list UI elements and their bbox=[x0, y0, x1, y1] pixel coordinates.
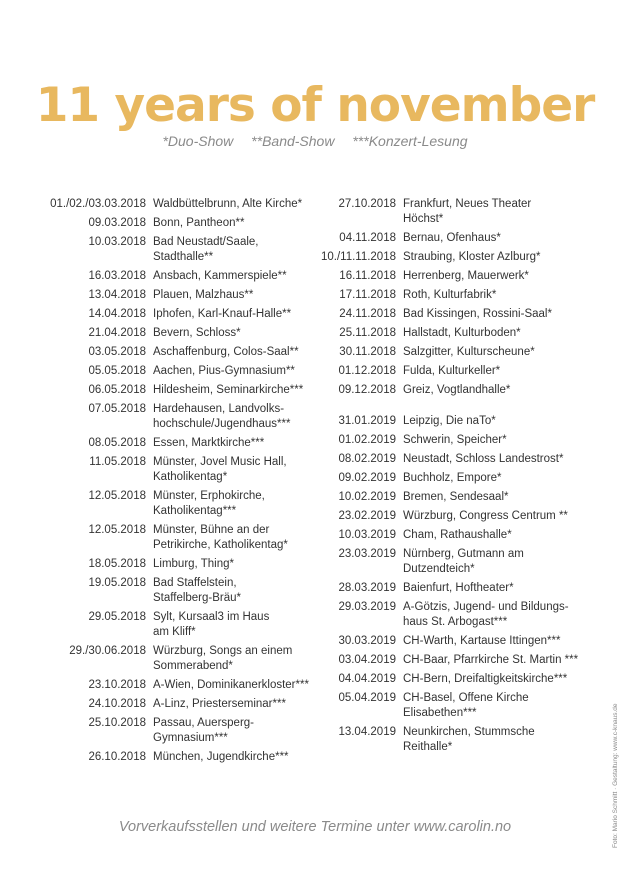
tour-venue bbox=[403, 433, 600, 448]
photo-design-credit: Foto: Mario Schmitt · Gestaltung: www.c-knaus.de bbox=[612, 703, 619, 848]
tour-venue bbox=[403, 634, 600, 649]
tour-venue-line: Greiz, Vogtlandhalle* bbox=[403, 384, 511, 396]
tour-venue bbox=[403, 326, 600, 341]
tour-venue bbox=[153, 364, 320, 379]
tour-venue-line: CH-Basel, Offene Kirche bbox=[403, 692, 529, 704]
tour-date-row bbox=[320, 364, 600, 379]
tour-venue bbox=[403, 197, 600, 227]
tour-venue-line: Petrikirche, Katholikentag* bbox=[153, 539, 288, 551]
tour-date-row bbox=[30, 697, 320, 712]
tour-venue bbox=[153, 197, 320, 212]
tour-venue-line: Dutzendteich* bbox=[403, 563, 475, 575]
tour-venue-line: Herrenberg, Mauerwerk* bbox=[403, 270, 529, 282]
tour-venue bbox=[153, 436, 320, 451]
tour-date-row bbox=[320, 326, 600, 341]
tour-venue bbox=[403, 509, 600, 524]
tour-venue-line: Bonn, Pantheon** bbox=[153, 217, 245, 229]
tour-date: 24.11.2018 bbox=[339, 308, 396, 320]
tour-date-row bbox=[30, 326, 320, 341]
tour-date-row bbox=[320, 634, 600, 649]
tour-date: 30.11.2018 bbox=[339, 346, 396, 358]
tour-date: 10.03.2019 bbox=[338, 529, 396, 541]
tour-venue-line: Limburg, Thing* bbox=[153, 558, 234, 570]
tour-venue-line: Münster, Erphokirche, bbox=[153, 490, 265, 502]
tour-venue bbox=[153, 326, 320, 341]
tour-date-row bbox=[320, 471, 600, 486]
tour-date-row bbox=[320, 383, 600, 398]
tour-venue-line: Straubing, Kloster Azlburg* bbox=[403, 251, 541, 263]
tour-date-row bbox=[30, 455, 320, 485]
tour-venue-line: Iphofen, Karl-Knauf-Halle** bbox=[153, 308, 292, 320]
tour-venue-line: Nürnberg, Gutmann am bbox=[403, 548, 524, 560]
tour-date-row bbox=[320, 547, 600, 577]
tour-venue bbox=[403, 383, 600, 398]
tour-venue-line: Baienfurt, Hoftheater* bbox=[403, 582, 514, 594]
tour-venue-line: Cham, Rathaushalle* bbox=[403, 529, 512, 541]
tour-venue-line: Münster, Jovel Music Hall, bbox=[153, 456, 287, 468]
presale-footer: Vorverkaufsstellen und weitere Termine unter www.carolin.no bbox=[118, 819, 512, 835]
tour-date: 06.05.2018 bbox=[88, 384, 146, 396]
tour-venue-line: München, Jugendkirche*** bbox=[153, 751, 289, 763]
tour-date: 08.05.2018 bbox=[88, 437, 146, 449]
tour-date: 29./30.06.2018 bbox=[69, 645, 146, 657]
tour-date-row bbox=[320, 725, 600, 755]
tour-venue bbox=[153, 345, 320, 360]
tour-date-row bbox=[320, 691, 600, 721]
tour-venue-line: Ansbach, Kammerspiele** bbox=[153, 270, 287, 282]
tour-date-row bbox=[320, 197, 600, 227]
tour-venue bbox=[153, 750, 320, 765]
tour-date: 16.03.2018 bbox=[88, 270, 146, 282]
tour-date: 10.03.2018 bbox=[88, 236, 146, 248]
tour-venue-line: hochschule/Jugendhaus*** bbox=[153, 418, 291, 430]
tour-date: 16.11.2018 bbox=[339, 270, 396, 282]
tour-date: 23.10.2018 bbox=[88, 679, 146, 691]
tour-venue bbox=[403, 471, 600, 486]
tour-date: 31.01.2019 bbox=[338, 415, 396, 427]
tour-venue-line: Würzburg, Songs an einem bbox=[153, 645, 293, 657]
tour-date-row bbox=[30, 523, 320, 553]
tour-date: 12.05.2018 bbox=[88, 490, 146, 502]
tour-date-row bbox=[30, 576, 320, 606]
tour-venue bbox=[153, 557, 320, 572]
tour-venue-line: Buchholz, Empore* bbox=[403, 472, 502, 484]
tour-venue-line: Höchst* bbox=[403, 213, 444, 225]
tour-venue-line: Bevern, Schloss* bbox=[153, 327, 241, 339]
tour-date-row bbox=[320, 509, 600, 524]
tour-date: 11.05.2018 bbox=[89, 456, 146, 468]
tour-venue bbox=[403, 581, 600, 596]
tour-date: 21.04.2018 bbox=[88, 327, 146, 339]
tour-venue bbox=[153, 216, 320, 231]
tour-date-row bbox=[30, 383, 320, 398]
tour-date-row bbox=[320, 452, 600, 467]
tour-date: 29.05.2018 bbox=[88, 611, 146, 623]
tour-venue bbox=[403, 231, 600, 246]
show-type-legend bbox=[0, 133, 630, 149]
tour-date: 10./11.11.2018 bbox=[320, 251, 396, 263]
tour-venue bbox=[403, 490, 600, 505]
tour-venue bbox=[153, 678, 320, 693]
tour-date-row bbox=[320, 231, 600, 246]
tour-date: 05.04.2019 bbox=[338, 692, 396, 704]
tour-date: 26.10.2018 bbox=[88, 751, 146, 763]
tour-venue-line: Bernau, Ofenhaus* bbox=[403, 232, 501, 244]
tour-date: 14.04.2018 bbox=[88, 308, 146, 320]
tour-date-row bbox=[320, 269, 600, 284]
tour-date: 09.12.2018 bbox=[338, 384, 396, 396]
tour-date: 29.03.2019 bbox=[338, 601, 396, 613]
tour-venue-line: Neustadt, Schloss Landestrost* bbox=[403, 453, 564, 465]
tour-venue-line: A-Wien, Dominikanerkloster*** bbox=[153, 679, 309, 691]
tour-venue-line: Frankfurt, Neues Theater bbox=[403, 198, 532, 210]
tour-date-row bbox=[30, 750, 320, 765]
tour-date: 19.05.2018 bbox=[88, 577, 146, 589]
tour-venue-line: Bad Kissingen, Rossini-Saal* bbox=[403, 308, 552, 320]
tour-date-row bbox=[320, 250, 600, 265]
tour-date-row bbox=[30, 197, 320, 212]
tour-date-row bbox=[320, 653, 600, 668]
tour-date: 30.03.2019 bbox=[338, 635, 396, 647]
tour-venue-line: haus St. Arbogast*** bbox=[403, 616, 508, 628]
tour-dates-right-column bbox=[320, 193, 600, 755]
tour-venue bbox=[153, 455, 320, 485]
tour-venue-line: am Kliff* bbox=[153, 626, 196, 638]
tour-venue-line: Salzgitter, Kulturscheune* bbox=[403, 346, 535, 358]
tour-venue bbox=[403, 288, 600, 303]
tour-venue-line: Gymnasium*** bbox=[153, 732, 228, 744]
tour-date: 13.04.2019 bbox=[338, 726, 396, 738]
tour-venue-line: Würzburg, Congress Centrum ** bbox=[403, 510, 568, 522]
tour-venue-line: A-Götzis, Jugend- und Bildungs- bbox=[403, 601, 569, 613]
tour-venue bbox=[403, 672, 600, 687]
tour-date-row bbox=[30, 678, 320, 693]
tour-venue-line: Katholikentag* bbox=[153, 471, 228, 483]
tour-date-row bbox=[30, 345, 320, 360]
tour-venue bbox=[403, 653, 600, 668]
tour-venue bbox=[153, 269, 320, 284]
tour-venue-line: CH-Bern, Dreifaltigkeitskirche*** bbox=[403, 673, 568, 685]
tour-date-row bbox=[320, 581, 600, 596]
tour-date: 12.05.2018 bbox=[88, 524, 146, 536]
tour-venue bbox=[403, 725, 600, 755]
tour-date-row bbox=[30, 557, 320, 572]
tour-venue bbox=[403, 269, 600, 284]
tour-date: 01.12.2018 bbox=[338, 365, 396, 377]
tour-venue-line: Roth, Kulturfabrik* bbox=[403, 289, 497, 301]
tour-venue bbox=[403, 250, 600, 265]
tour-venue-line: Staffelberg-Bräu* bbox=[153, 592, 242, 604]
tour-date: 25.10.2018 bbox=[88, 717, 146, 729]
tour-venue-line: Elisabethen*** bbox=[403, 707, 477, 719]
tour-date-row bbox=[30, 216, 320, 231]
tour-venue-line: Münster, Bühne an der bbox=[153, 524, 270, 536]
tour-date-row bbox=[30, 716, 320, 746]
tour-date: 24.10.2018 bbox=[88, 698, 146, 710]
tour-date: 07.05.2018 bbox=[88, 403, 146, 415]
tour-date-row bbox=[320, 414, 600, 429]
tour-venue-line: Bad Neustadt/Saale, bbox=[153, 236, 259, 248]
tour-venue-line: Essen, Marktkirche*** bbox=[153, 437, 265, 449]
tour-date-row bbox=[320, 528, 600, 543]
tour-venue-line: Sylt, Kursaal3 im Haus bbox=[153, 611, 270, 623]
tour-venue-line: Waldbüttelbrunn, Alte Kirche* bbox=[153, 198, 303, 210]
tour-date-row bbox=[320, 288, 600, 303]
legend-konzert-lesung: ***Konzert-Lesung bbox=[352, 133, 468, 149]
tour-venue bbox=[153, 644, 320, 674]
tour-venue-line: Bad Staffelstein, bbox=[153, 577, 237, 589]
tour-venue-line: Passau, Auersperg- bbox=[153, 717, 255, 729]
tour-date: 08.02.2019 bbox=[338, 453, 396, 465]
tour-venue bbox=[403, 414, 600, 429]
tour-date-row bbox=[320, 600, 600, 630]
tour-date: 25.11.2018 bbox=[339, 327, 396, 339]
tour-venue-line: Plauen, Malzhaus** bbox=[153, 289, 254, 301]
tour-venue bbox=[153, 716, 320, 746]
tour-venue-line: Stadthalle** bbox=[153, 251, 214, 263]
tour-date-row bbox=[30, 402, 320, 432]
tour-venue bbox=[153, 697, 320, 712]
tour-venue bbox=[153, 402, 320, 432]
tour-venue bbox=[403, 600, 600, 630]
tour-date-row bbox=[320, 433, 600, 448]
tour-date: 23.03.2019 bbox=[338, 548, 396, 560]
tour-date-row bbox=[320, 672, 600, 687]
tour-date: 10.02.2019 bbox=[338, 491, 396, 503]
tour-date-row bbox=[320, 345, 600, 360]
tour-date: 05.05.2018 bbox=[88, 365, 146, 377]
tour-venue-line: Fulda, Kulturkeller* bbox=[403, 365, 501, 377]
tour-date-row bbox=[30, 269, 320, 284]
tour-venue bbox=[403, 528, 600, 543]
poster-title: 11 years of november bbox=[35, 78, 595, 133]
tour-date: 04.04.2019 bbox=[338, 673, 396, 685]
tour-date-row bbox=[320, 490, 600, 505]
tour-venue-line: Bremen, Sendesaal* bbox=[403, 491, 509, 503]
tour-date-row bbox=[30, 436, 320, 451]
tour-date: 27.10.2018 bbox=[338, 198, 396, 210]
tour-date: 17.11.2018 bbox=[339, 289, 396, 301]
tour-venue-line: Hallstadt, Kulturboden* bbox=[403, 327, 521, 339]
tour-date: 18.05.2018 bbox=[88, 558, 146, 570]
tour-venue-line: Aschaffenburg, Colos-Saal** bbox=[153, 346, 299, 358]
tour-venue bbox=[153, 235, 320, 265]
tour-date-row bbox=[30, 489, 320, 519]
tour-venue-line: CH-Baar, Pfarrkirche St. Martin *** bbox=[403, 654, 579, 666]
tour-venue-line: Hardehausen, Landvolks- bbox=[153, 403, 285, 415]
tour-date: 28.03.2019 bbox=[338, 582, 396, 594]
tour-venue bbox=[153, 288, 320, 303]
tour-venue bbox=[403, 691, 600, 721]
tour-venue bbox=[153, 576, 320, 606]
tour-date: 03.04.2019 bbox=[338, 654, 396, 666]
tour-venue bbox=[153, 610, 320, 640]
tour-date: 01.02.2019 bbox=[338, 434, 396, 446]
tour-venue bbox=[153, 383, 320, 398]
tour-venue-line: Sommerabend* bbox=[153, 660, 233, 672]
tour-venue-line: Aachen, Pius-Gymnasium** bbox=[153, 365, 295, 377]
tour-date: 09.03.2018 bbox=[88, 217, 146, 229]
tour-venue bbox=[153, 523, 320, 553]
tour-dates-left-column bbox=[30, 193, 320, 765]
tour-venue-line: Katholikentag*** bbox=[153, 505, 237, 517]
legend-band-show: **Band-Show bbox=[251, 133, 335, 149]
tour-venue-line: Schwerin, Speicher* bbox=[403, 434, 507, 446]
legend-duo-show: *Duo-Show bbox=[162, 133, 234, 149]
tour-venue bbox=[153, 489, 320, 519]
tour-date-row bbox=[30, 644, 320, 674]
tour-venue bbox=[403, 307, 600, 322]
tour-venue-line: A-Linz, Priesterseminar*** bbox=[153, 698, 286, 710]
tour-venue-line: Reithalle* bbox=[403, 741, 453, 753]
tour-date-row bbox=[30, 235, 320, 265]
tour-date-row bbox=[30, 364, 320, 379]
tour-date-row bbox=[30, 307, 320, 322]
tour-venue bbox=[403, 345, 600, 360]
tour-date: 04.11.2018 bbox=[339, 232, 396, 244]
tour-date-row bbox=[30, 288, 320, 303]
tour-date: 09.02.2019 bbox=[338, 472, 396, 484]
tour-venue-line: CH-Warth, Kartause Ittingen*** bbox=[403, 635, 561, 647]
tour-venue-line: Leipzig, Die naTo* bbox=[403, 415, 496, 427]
tour-date-row bbox=[30, 610, 320, 640]
tour-venue-line: Hildesheim, Seminarkirche*** bbox=[153, 384, 304, 396]
tour-venue bbox=[153, 307, 320, 322]
tour-venue-line: Neunkirchen, Stummsche bbox=[403, 726, 535, 738]
tour-venue bbox=[403, 364, 600, 379]
tour-date: 01./02./03.03.2018 bbox=[50, 198, 146, 210]
tour-date-row bbox=[320, 307, 600, 322]
tour-date: 13.04.2018 bbox=[88, 289, 146, 301]
tour-venue bbox=[403, 452, 600, 467]
tour-date: 23.02.2019 bbox=[338, 510, 396, 522]
tour-date: 03.05.2018 bbox=[88, 346, 146, 358]
tour-venue bbox=[403, 547, 600, 577]
